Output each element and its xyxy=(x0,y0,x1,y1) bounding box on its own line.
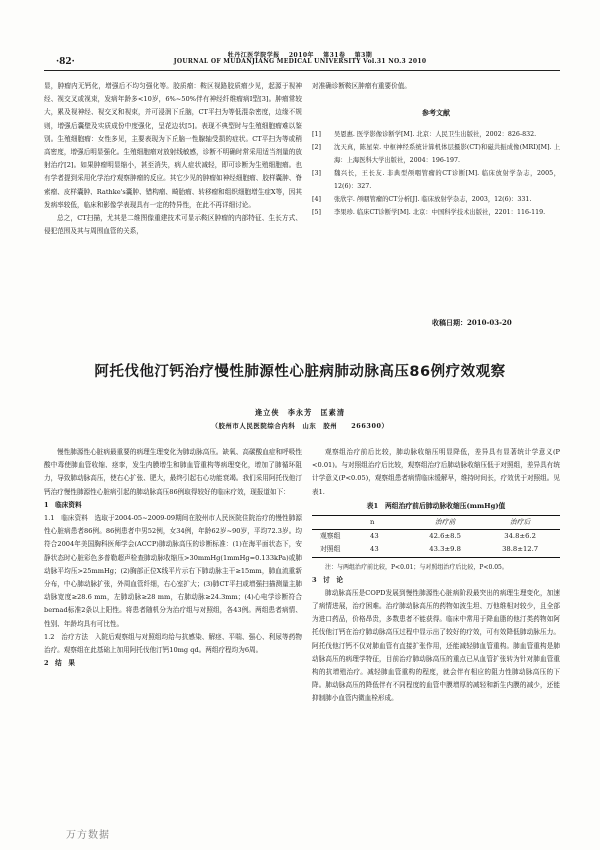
page-number: ·82· xyxy=(56,57,75,67)
prev-article-right-column xyxy=(312,80,560,219)
discussion-paragraph: 肺动脉高压是COPD发展到慢性肺源性心脏病阶段最突出的病理生理变化，加速了病情进展，治疗困难。治疗肺动脉高压的药物如波生坦、万他维相对较少，且全部为进口药品，价格昂贵，多数患者不能获得。临床中常用于降血脂的他汀类药物如阿托伐他汀钙在治疗肺动脉高压过程中显示出了较好的疗效，可有效降低肺动脉压力。阿托伐他汀钙不仅对肺血管有直接扩张作用，还能减轻肺血管重构。肺血管重构是肺动脉高压的病理学特征，目前治疗肺动脉高压的重点已从血管扩张转为针对肺血管重构的抗增殖治疗。减轻肺血管重构的程度，就会伴有相应的阻力性肺动脉高压的下降。肺动脉高压的降低伴有不同程度的血管中膜增厚的减轻和新生内膜的减少，还能抑制肺小血管内微血栓形成。 xyxy=(312,588,560,703)
table-cell: 观察组 xyxy=(320,532,341,541)
ref-text: 张欣宇. 颅咽管瘤的CT分析[J]. 临床放射学杂志，2003，12(6)：331. xyxy=(334,196,532,204)
ref-text: 李果珍. 临床CT诊断学[M]. 北京：中国科学技术出版社，2201：116-119. xyxy=(334,209,546,217)
page-header xyxy=(0,0,600,78)
table-header-cell: n xyxy=(370,518,375,527)
article-right-column xyxy=(312,446,560,706)
article-affiliation: （胶州市人民医院综合内科 山东 胶州 266300） xyxy=(211,422,389,430)
article-authors: 逄立侠 李永芳 匡素清 xyxy=(254,408,346,417)
ref-num: [5] xyxy=(312,209,321,217)
article-left-column xyxy=(44,446,302,670)
section-1-2-text: 入院后观察组与对照组均给与抗感染、解痉、平喘、强心、利尿等药物治疗。观察组在此基础上加用阿托伐他汀钙10mg qd。两组疗程均为6周。 xyxy=(44,632,303,655)
table-header-row xyxy=(312,516,560,530)
table-cell: 43.3±9.8 xyxy=(429,545,461,554)
table-cell: 38.8±12.7 xyxy=(502,545,539,554)
references-title: 参考文献 xyxy=(422,108,450,118)
intro-paragraph: 慢性肺源性心脏病最重要的病理生理变化为肺动脉高压。缺氧、高碳酸血症和呼吸性酸中毒使肺血管收缩、痉挛，发生内膜增生和肺血管重构等病理变化，增加了肺循环阻力，导致肺动脉高压，使右心扩张、肥大，最终引起右心功能衰竭。我们采用阿托伐他汀钙治疗慢性肺源性心脏病引起的肺动脉高压86例取得较好的临床疗效，现报道如下： xyxy=(44,448,302,496)
reference-item xyxy=(312,167,560,193)
journal-title-en: JOURNAL OF MUDANJIANG MEDICAL UNIVERSITY Vol.31 NO.3 2010 xyxy=(173,58,427,65)
table-cell: 34.8±6.2 xyxy=(504,532,536,541)
table-header-cell: 治疗前 xyxy=(434,518,456,527)
ref-num: [2] xyxy=(312,144,321,152)
table-row xyxy=(312,543,560,557)
prev-paragraph-end: 对准确诊断鞍区肿瘤有重要价值。 xyxy=(312,82,411,90)
ref-text: 吴恩惠. 医学影像诊断学[M]. 北京：人民卫生出版社，2002：826-832. xyxy=(334,131,537,139)
ref-text: 魏兴长，王长友. 非典型颅咽管瘤的CT诊断[M]. 临床放射学杂志，2005，12(6)：327. xyxy=(334,170,560,191)
section-1-1-heading: 1.1 临床资料 xyxy=(44,514,88,523)
received-date: 收稿日期：2010-03-20 xyxy=(432,318,512,327)
ref-num: [4] xyxy=(312,196,321,204)
table-header-cell: 治疗后 xyxy=(509,518,531,527)
results-table xyxy=(312,515,560,558)
table-cell: 43 xyxy=(370,532,379,541)
reference-item xyxy=(312,128,560,141)
header-rule xyxy=(44,70,560,71)
results-paragraph: 观察组治疗前后比较，肺动脉收缩压明显降低，差异具有显著统计学意义(P <0.01)。与对照组治疗后比较，观察组治疗后肺动脉收缩压低于对照组，差异具有统计学意义(P<0.05)，观察组患者病情临床缓解早，维持时间长，疗效优于对照组。见表1. xyxy=(312,448,560,496)
prev-paragraph-1: 显，肿瘤内无钙化，增强后不均匀强化等。胶质瘤：鞍区视路胶质瘤少见，起源于视神经、视交叉或视束，发病年龄多<10岁，6%~50%伴有神经纤维瘤病Ⅰ型[3]。肿瘤常较大，累及视神经、视交叉和视束，并可浸润下丘脑，CT平扫为等低混杂密度，边缘不规则，增强后囊壁及实质成份中度强化，呈花边状[5]。表现不典型时与生殖细胞瘤难以鉴别。生殖细胞瘤：女性多见，主要表现为下丘脑一性腺轴受损的症状。CT平扫为等或稍高密度，增强后明显强化。生殖细胞瘤对放射线敏感，诊断不明确时常采用适当剂量的放射治疗[2]。如果肿瘤明显缩小，甚至消失，病人症状减轻，即可诊断为生殖细胞瘤。也有学者提到采用化学治疗观察肿瘤的反应。其它少见的肿瘤如神经细胞瘤、胶样囊肿、脊索瘤、皮样囊肿、Rathke's囊肿、错构瘤、畸胎瘤、转移瘤和组织细胞增生症X等，因其发病率较低，临床和影像学表现具有一定的特异性，在此不再详细讨论。 xyxy=(44,82,302,209)
ref-num: [1] xyxy=(312,131,321,139)
table-cell: 对照组 xyxy=(320,545,341,554)
table-row xyxy=(312,530,560,544)
section-2-heading: 2 结 果 xyxy=(44,659,75,668)
reference-item xyxy=(312,193,560,206)
table-header-cell xyxy=(312,516,370,530)
reference-item xyxy=(312,141,560,167)
section-1-2 xyxy=(44,631,302,657)
watermark: 万方数据 xyxy=(66,830,110,841)
journal-title-cn: 牡丹江医学院学报 2010年 第31卷 第3期 xyxy=(227,52,373,59)
table-cell: 43 xyxy=(370,545,379,554)
section-1-1-text: 选取于2004-05~2009-09期间在胶州市人民医院住院治疗的慢性肺源性心脏病患者86例。86例患者中男52例，女34例，年龄62岁~90岁，平均72.3岁。均符合2004年美国胸科医师学会(ACCP)肺动脉高压的诊断标准：(1)在海平面状态下，安静状态时心脏彩色多普勒超声检查肺动脉收缩压>30mmHg(1mmHg=0.133kPa)或肺动脉平均压>25mmHg；(2)胸部正位X线平片示右下肺动脉主干≥15mm，肺血流重新分布，中心肺动脉扩张，外周血管纤细，右心室扩大；(3)肺CT平扫或增强扫描测量主肺动脉宽度≥28.6 mm，左肺动脉≥28 mm，右肺动脉≥24.3mm；(4)心电学诊断符合bernad标准2条以上阳性。将患者随机分为治疗组与对照组，各43例。两组患者病情、性别、年龄均具有可比性。 xyxy=(44,514,302,628)
table-title: 表1 两组治疗前后肺动脉收缩压(mmHg)值 xyxy=(366,501,506,510)
reference-item xyxy=(312,206,560,219)
article-title: 阿托伐他汀钙治疗慢性肺源性心脏病肺动脉高压86例疗效观察 xyxy=(94,364,506,380)
section-3-heading: 3 讨 论 xyxy=(312,575,343,584)
ref-text: 沈天真，陈星荣. 中枢神经系统计算机体层摄影(CT)和磁共振成像(MRI)[M]. 上海：上海医科大学出版社，2004：196-197. xyxy=(334,144,560,165)
prev-paragraph-2: 总之，CT扫描，尤其是二维图像重建技术可显示鞍区肿瘤的内部特征、生长方式、侵犯范围及其与周围血管的关系， xyxy=(44,214,302,236)
section-1-2-heading: 1.2 治疗方法 xyxy=(44,632,89,641)
table-note: 注：与两组治疗前比较，P<0.01；与对照组治疗后比较，P<0.05。 xyxy=(325,563,508,571)
table-cell: 42.6±8.5 xyxy=(429,532,461,541)
prev-article-left-column xyxy=(44,80,302,238)
section-1-1 xyxy=(44,512,302,631)
section-1-heading: 1 临床资料 xyxy=(44,500,82,509)
ref-num: [3] xyxy=(312,170,321,178)
